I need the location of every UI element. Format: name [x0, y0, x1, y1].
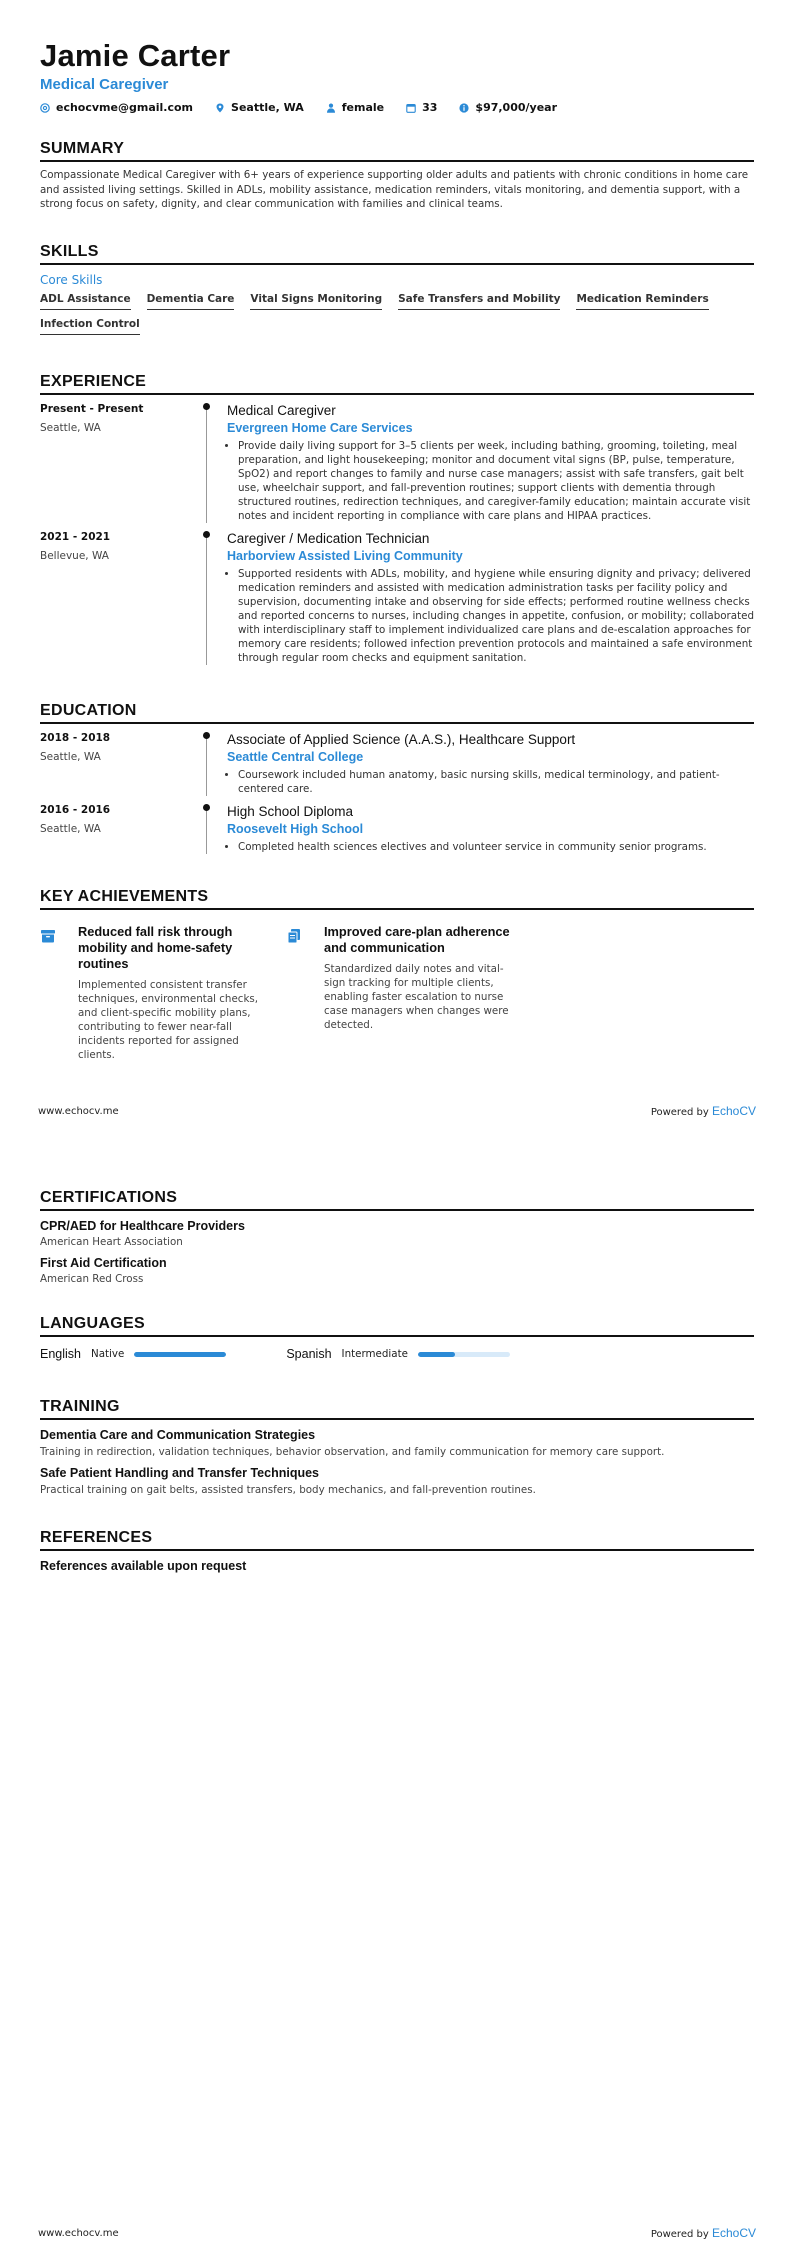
entry-location: Seattle, WA [40, 751, 101, 763]
age-text: 33 [422, 101, 438, 114]
entry-degree: High School Diploma [227, 804, 354, 819]
achievements-list [40, 924, 754, 1062]
summary-section [40, 140, 754, 212]
languages-section [40, 1315, 754, 1361]
skill-item: ADL Assistance [40, 293, 131, 310]
contact-gender [326, 101, 384, 114]
entry-bullets [227, 439, 754, 523]
entry-date: 2021 - 2021 [40, 531, 111, 543]
references-section [40, 1529, 754, 1573]
powered-by-text: Powered by [650, 2229, 709, 2240]
references-text: References available upon request [40, 1559, 247, 1573]
timeline-dot [203, 732, 210, 739]
entry-bullets [227, 840, 754, 854]
skill-item: Medication Reminders [576, 293, 708, 310]
proficiency-fill [418, 1352, 455, 1357]
entry-bullet: • Supported residents with ADLs, mobility, and hygiene while ensuring dignity and privacy; delivered medication reminders and assisted with medication administration tasks per facility policy and supervision, documenting intake and observing for side effects; performed routine wellness checks and reported concerns to nurses, including changes in appetite, confusion, or mobility; collaborated with interdisciplinary staff to implement individualized care plans and de-escalation approaches for memory care residents; followed infection prevention protocols and maintained a safe environment through regular room checks and equipment sanitation. [238, 567, 754, 665]
job-title: Medical Caregiver [40, 76, 169, 93]
resume-page-2 [0, 1123, 794, 2246]
contact-age [406, 101, 437, 114]
entry-bullets [227, 768, 754, 796]
contact-email[interactable] [40, 101, 193, 114]
entry-degree: Associate of Applied Science (A.A.S.), Healthcare Support [227, 732, 576, 747]
timeline-line [206, 806, 207, 854]
language-item [40, 1347, 226, 1361]
achievement-title: Improved care-plan adherence and communication [324, 924, 510, 955]
entry-bullet: • Completed health sciences electives and volunteer service in community senior programs. [238, 840, 754, 854]
brand-logo: EchoCV [711, 2226, 756, 2240]
achievement-item [286, 924, 512, 1062]
location-text: Seattle, WA [231, 101, 304, 114]
page-footer [38, 2226, 756, 2240]
footer-site-link[interactable]: www.echocv.me [38, 2227, 119, 2239]
entry-bullet: • Coursework included human anatomy, basic nursing skills, medical terminology, and patient-centered care. [238, 768, 754, 796]
entry-date: Present - Present [40, 403, 144, 415]
achievement-description: Implemented consistent transfer techniques, environmental checks, and client-specific mobility plans, contributing to fewer near-fall incidents reported for assigned clients. [78, 979, 259, 1061]
powered-by-text: Powered by [650, 1107, 709, 1118]
achievement-item [40, 924, 266, 1062]
cert-name: First Aid Certification [40, 1256, 167, 1270]
certifications-section [40, 1189, 754, 1285]
cert-name: CPR/AED for Healthcare Providers [40, 1219, 245, 1233]
entry-role: Caregiver / Medication Technician [227, 531, 430, 546]
entry-organization: Evergreen Home Care Services [227, 421, 413, 435]
skill-item: Dementia Care [147, 293, 235, 310]
entry-role: Medical Caregiver [227, 403, 336, 418]
documents-icon [286, 924, 310, 1062]
education-heading: EDUCATION [40, 702, 754, 724]
resume-header [40, 38, 754, 114]
timeline-line [206, 405, 207, 523]
email-text: echocvme@gmail.com [56, 101, 194, 114]
contact-location [215, 101, 304, 114]
languages-list [40, 1347, 754, 1361]
training-heading: TRAINING [40, 1398, 754, 1420]
at-sign-icon [40, 103, 50, 113]
training-name: Safe Patient Handling and Transfer Techniques [40, 1466, 319, 1480]
certifications-heading: CERTIFICATIONS [40, 1189, 754, 1211]
training-name: Dementia Care and Communication Strategies [40, 1428, 316, 1442]
footer-powered[interactable] [651, 2226, 756, 2240]
skills-group-label: Core Skills [40, 273, 103, 287]
info-circle-icon [459, 103, 469, 113]
education-entry [40, 804, 754, 854]
experience-section [40, 373, 754, 665]
proficiency-fill [134, 1352, 226, 1357]
contact-salary [459, 101, 557, 114]
entry-school: Roosevelt High School [227, 822, 364, 836]
skill-item: Safe Transfers and Mobility [398, 293, 560, 310]
footer-site-link[interactable]: www.echocv.me [38, 1105, 119, 1117]
brand-logo: EchoCV [711, 1104, 756, 1118]
language-item [286, 1347, 510, 1361]
summary-text: Compassionate Medical Caregiver with 6+ years of experience supporting older adults and patients with chronic conditions in home care and assisted living settings. Skilled in ADLs, mobility assistance, medication reminders, vitals monitoring, and dementia support, with a strong focus on safety, dignity, and clear communication with families and clinical teams. [40, 169, 749, 210]
entry-location: Seattle, WA [40, 823, 101, 835]
entry-date: 2018 - 2018 [40, 732, 111, 744]
achievement-title: Reduced fall risk through mobility and home-safety routines [78, 924, 233, 971]
calendar-icon [406, 103, 416, 113]
language-name: Spanish [286, 1347, 332, 1361]
training-section [40, 1398, 754, 1496]
language-proficiency-bar [418, 1352, 510, 1357]
timeline-dot [203, 403, 210, 410]
timeline-line [206, 533, 207, 665]
skills-heading: SKILLS [40, 243, 754, 265]
entry-school: Seattle Central College [227, 750, 364, 764]
languages-heading: LANGUAGES [40, 1315, 754, 1337]
education-entry [40, 732, 754, 796]
achievement-description: Standardized daily notes and vital-sign tracking for multiple clients, enabling faster escalation to nurse case managers when changes were detected. [324, 963, 509, 1031]
achievements-section [40, 888, 754, 1062]
summary-heading: SUMMARY [40, 140, 754, 162]
experience-heading: EXPERIENCE [40, 373, 754, 395]
experience-entry [40, 403, 754, 523]
entry-bullet: • Provide daily living support for 3–5 clients per week, including bathing, grooming, toileting, meal preparation, and light housekeeping; monitor and document vital signs (BP, pulse, temperature, SpO2) and report changes to family and nurse case managers; assist with safe transfers, gait belt use, wheelchair support, and fall-prevention routines; support clients with dementia through structured routines, redirection techniques, and caregiver-family education; maintain accurate visit notes and incident reporting in compliance with care plans and HIPAA practices. [238, 439, 754, 523]
candidate-name: Jamie Carter [40, 38, 231, 73]
footer-powered[interactable] [651, 1104, 756, 1118]
experience-entry [40, 531, 754, 665]
language-proficiency-bar [134, 1352, 226, 1357]
entry-bullets [227, 567, 754, 665]
references-heading: REFERENCES [40, 1529, 754, 1551]
map-pin-icon [215, 103, 225, 113]
salary-text: $97,000/year [475, 101, 558, 114]
cert-issuer: American Heart Association [40, 1236, 183, 1248]
training-description: Practical training on gait belts, assisted transfers, body mechanics, and fall-prevention routines. [40, 1484, 536, 1496]
skills-section [40, 243, 754, 335]
person-icon [326, 103, 336, 113]
skill-item: Vital Signs Monitoring [250, 293, 382, 310]
entry-location: Seattle, WA [40, 422, 101, 434]
entry-organization: Harborview Assisted Living Community [227, 549, 463, 563]
skill-item: Infection Control [40, 318, 140, 335]
timeline-line [206, 734, 207, 796]
language-name: English [40, 1347, 81, 1361]
language-level: Native [91, 1348, 125, 1360]
gender-text: female [341, 101, 385, 114]
achievements-heading: KEY ACHIEVEMENTS [40, 888, 754, 910]
entry-date: 2016 - 2016 [40, 804, 111, 816]
archive-box-icon [40, 924, 64, 1062]
entry-location: Bellevue, WA [40, 550, 109, 562]
training-description: Training in redirection, validation techniques, behavior observation, and family communication for memory care support. [40, 1446, 665, 1458]
timeline-dot [203, 531, 210, 538]
page-footer [38, 1104, 756, 1118]
education-section [40, 702, 754, 854]
language-level: Intermediate [341, 1348, 408, 1360]
contact-row [40, 101, 754, 114]
timeline-dot [203, 804, 210, 811]
skills-list [40, 293, 754, 335]
cert-issuer: American Red Cross [40, 1273, 144, 1285]
